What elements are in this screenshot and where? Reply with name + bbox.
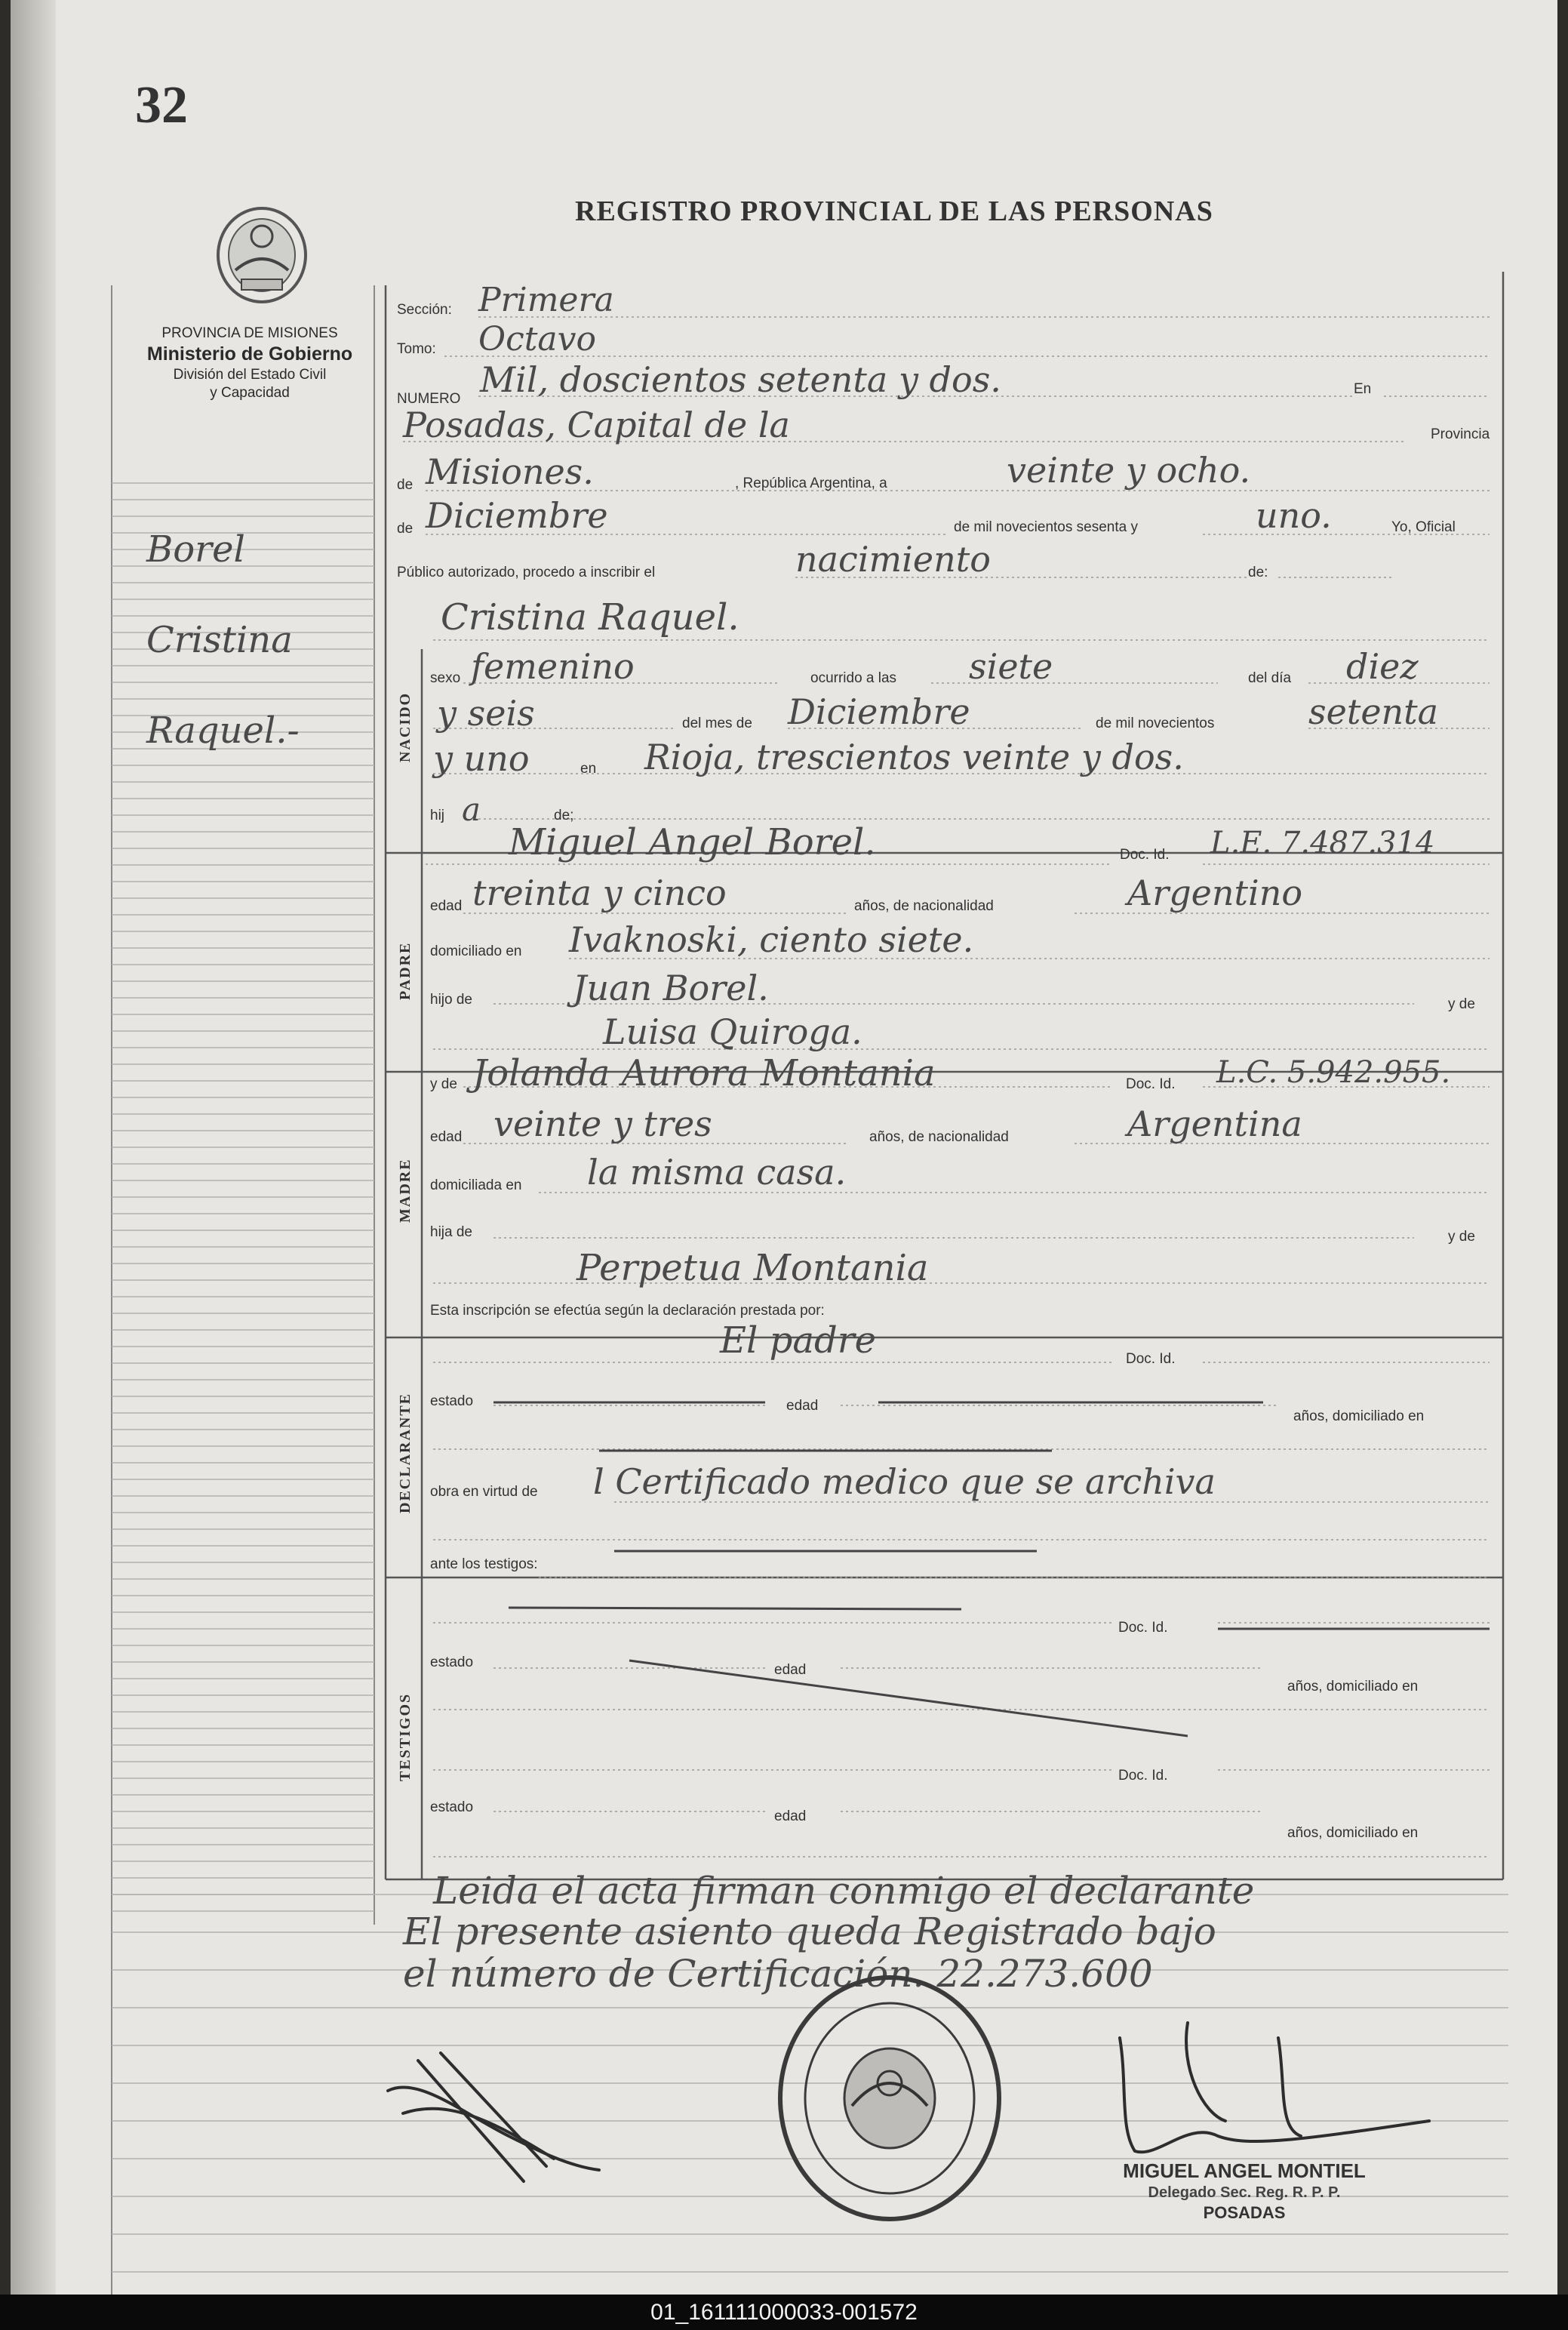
- de-mil-label: de mil novecientos sesenta y: [954, 519, 1138, 535]
- closing-line-1: Leida el acta firman conmigo el declarante: [433, 1869, 1255, 1913]
- padre-doc-value: L.E. 7.487.314: [1210, 826, 1435, 860]
- inscripcion-label: Esta inscripción se efectúa según la declaración prestada por:: [430, 1303, 825, 1319]
- section-label-testigos: TESTIGOS: [397, 1692, 414, 1781]
- official-name: MIGUEL ANGEL MONTIEL: [1123, 2159, 1366, 2182]
- declarante-estado-label: estado: [430, 1393, 474, 1409]
- dia-value-2: y seis: [437, 693, 535, 734]
- provincia-value: Misiones.: [426, 451, 594, 492]
- madre-doc-label: Doc. Id.: [1126, 1076, 1176, 1092]
- madre-hija-de-label: hija de: [430, 1224, 472, 1240]
- padre-edad-label: edad: [430, 898, 463, 914]
- official-title: Delegado Sec. Reg. R. P. P.: [1148, 2184, 1341, 2201]
- testigo-2-edad-label: edad: [774, 1808, 807, 1824]
- document-page: [11, 0, 1557, 2295]
- closing-line-2: El presente asiento queda Registrado bajo: [403, 1910, 1216, 1953]
- del-mes-label: del mes de: [682, 716, 752, 731]
- provincial-seal-icon: [205, 195, 318, 308]
- anio-value: uno.: [1256, 495, 1332, 536]
- en-lower-label: en: [580, 761, 597, 777]
- testigo-1-edad-label: edad: [774, 1662, 807, 1678]
- section-label-declarante: DECLARANTE: [397, 1392, 414, 1513]
- madre-nombre-value: Jolanda Aurora Montania: [472, 1052, 936, 1094]
- madre-edad-value: veinte y tres: [493, 1103, 712, 1144]
- margin-first-name: Cristina: [146, 619, 293, 661]
- section-label-padre: PADRE: [397, 941, 414, 1000]
- madre-doc-value: L.C. 5.942.955.: [1216, 1055, 1451, 1090]
- de-semicolon-label: de;: [554, 808, 574, 823]
- section-label-nacido: NACIDO: [397, 691, 414, 762]
- testigo-1-anios-label: años, domiciliado en: [1287, 1679, 1419, 1694]
- testigo-2-anios-label: años, domiciliado en: [1287, 1825, 1419, 1841]
- madre-madre-value: Perpetua Montania: [576, 1247, 929, 1289]
- padre-anios-label: años, de nacionalidad: [854, 898, 994, 914]
- declarante-edad-label: edad: [786, 1398, 819, 1414]
- padre-madre-value: Luisa Quiroga.: [603, 1011, 862, 1052]
- margin-surname: Borel: [146, 528, 245, 571]
- tomo-value: Octavo: [478, 320, 596, 359]
- ministry-header: [110, 325, 389, 402]
- madre-domicilio-label: domiciliada en: [430, 1177, 522, 1193]
- declarante-anios-label: años, domiciliado en: [1293, 1408, 1425, 1424]
- provincia-label: Provincia: [1431, 426, 1490, 442]
- de-mil-nov-label: de mil novecientos: [1096, 716, 1215, 731]
- republica-label: , República Argentina, a: [735, 476, 887, 491]
- ocurrido-label: ocurrido a las: [810, 670, 897, 686]
- obra-value: l Certificado medico que se archiva: [593, 1461, 1216, 1502]
- seccion-label: Sección:: [397, 302, 452, 318]
- lugar-value: Rioja, trescientos veinte y dos.: [644, 737, 1184, 777]
- ante-testigos-label: ante los testigos:: [430, 1556, 538, 1572]
- testigo-1-estado-label: estado: [430, 1654, 474, 1670]
- de-label-1: de: [397, 477, 414, 493]
- publico-label: Público autorizado, procedo a inscribir el: [397, 565, 656, 580]
- en-value: Posadas, Capital de la: [403, 405, 790, 445]
- province-name: PROVINCIA DE MISIONES: [161, 325, 338, 341]
- testigo-2-estado-label: estado: [430, 1799, 474, 1815]
- acto-value: nacimiento: [795, 539, 991, 580]
- dia-value-1: diez: [1346, 646, 1419, 687]
- tomo-label: Tomo:: [397, 341, 436, 357]
- testigo-2-doc-label: Doc. Id.: [1118, 1768, 1168, 1784]
- division-line-1: División del Estado Civil: [173, 367, 327, 383]
- sexo-value: femenino: [471, 646, 635, 687]
- padre-edad-value: treinta y cinco: [472, 873, 727, 913]
- page-title: REGISTRO PROVINCIAL DE LAS PERSONAS: [575, 195, 1213, 227]
- yo-oficial-label: Yo, Oficial: [1391, 519, 1456, 535]
- official-city: POSADAS: [1203, 2202, 1286, 2222]
- division-line-2: y Capacidad: [210, 384, 290, 401]
- madre-nacionalidad-value: Argentina: [1127, 1103, 1302, 1144]
- image-id-footer: 01_161111000033-001572: [0, 2295, 1568, 2330]
- madre-edad-label: edad: [430, 1129, 463, 1145]
- anio-nac-value-2: y uno: [433, 738, 530, 779]
- fecha-mes-value: Diciembre: [426, 495, 608, 536]
- testigo-1-doc-label: Doc. Id.: [1118, 1620, 1168, 1636]
- section-label-madre: MADRE: [397, 1158, 414, 1223]
- mes-value: Diciembre: [788, 691, 970, 732]
- y-de-label: y de: [430, 1076, 457, 1092]
- official-name-stamp: [1086, 2159, 1403, 2223]
- margin-second-name: Raquel.-: [146, 709, 300, 752]
- madre-y-de-label: y de: [1448, 1229, 1475, 1245]
- madre-anios-label: años, de nacionalidad: [869, 1129, 1009, 1145]
- hija-value: a: [462, 791, 481, 828]
- padre-nacionalidad-value: Argentino: [1127, 873, 1303, 913]
- padre-hijo-de-label: hijo de: [430, 992, 472, 1008]
- declarante-doc-label: Doc. Id.: [1126, 1351, 1176, 1367]
- del-dia-label: del día: [1248, 670, 1292, 686]
- padre-domicilio-value: Ivaknoski, ciento siete.: [569, 919, 974, 960]
- anio-nac-value-1: setenta: [1308, 691, 1439, 732]
- madre-domicilio-value: la misma casa.: [587, 1152, 847, 1193]
- hora-value: siete: [969, 646, 1053, 687]
- closing-line-3: el número de Certificación. 22.273.600: [403, 1952, 1153, 1996]
- numero-value: Mil, doscientos setenta y dos.: [480, 359, 1001, 400]
- page-number: 32: [135, 76, 188, 134]
- obra-label: obra en virtud de: [430, 1484, 538, 1500]
- padre-padre-value: Juan Borel.: [573, 968, 769, 1008]
- de-colon-label: de:: [1248, 565, 1268, 580]
- de-label-2: de: [397, 521, 414, 537]
- nacido-nombre-value: Cristina Raquel.: [441, 596, 739, 639]
- fecha-dia-value: veinte y ocho.: [1007, 450, 1251, 491]
- padre-y-de-label: y de: [1448, 996, 1475, 1012]
- sexo-label: sexo: [430, 670, 461, 686]
- seccion-value: Primera: [478, 281, 614, 319]
- ministry-name: Ministerio de Gobierno: [146, 343, 353, 365]
- padre-doc-label: Doc. Id.: [1120, 847, 1170, 863]
- declarante-value: El padre: [720, 1319, 877, 1362]
- padre-domicilio-label: domiciliado en: [430, 943, 522, 959]
- numero-label: NUMERO: [397, 391, 461, 407]
- hij-label: hij: [430, 808, 445, 823]
- en-label: En: [1354, 381, 1372, 397]
- padre-nombre-value: Miguel Angel Borel.: [509, 821, 876, 863]
